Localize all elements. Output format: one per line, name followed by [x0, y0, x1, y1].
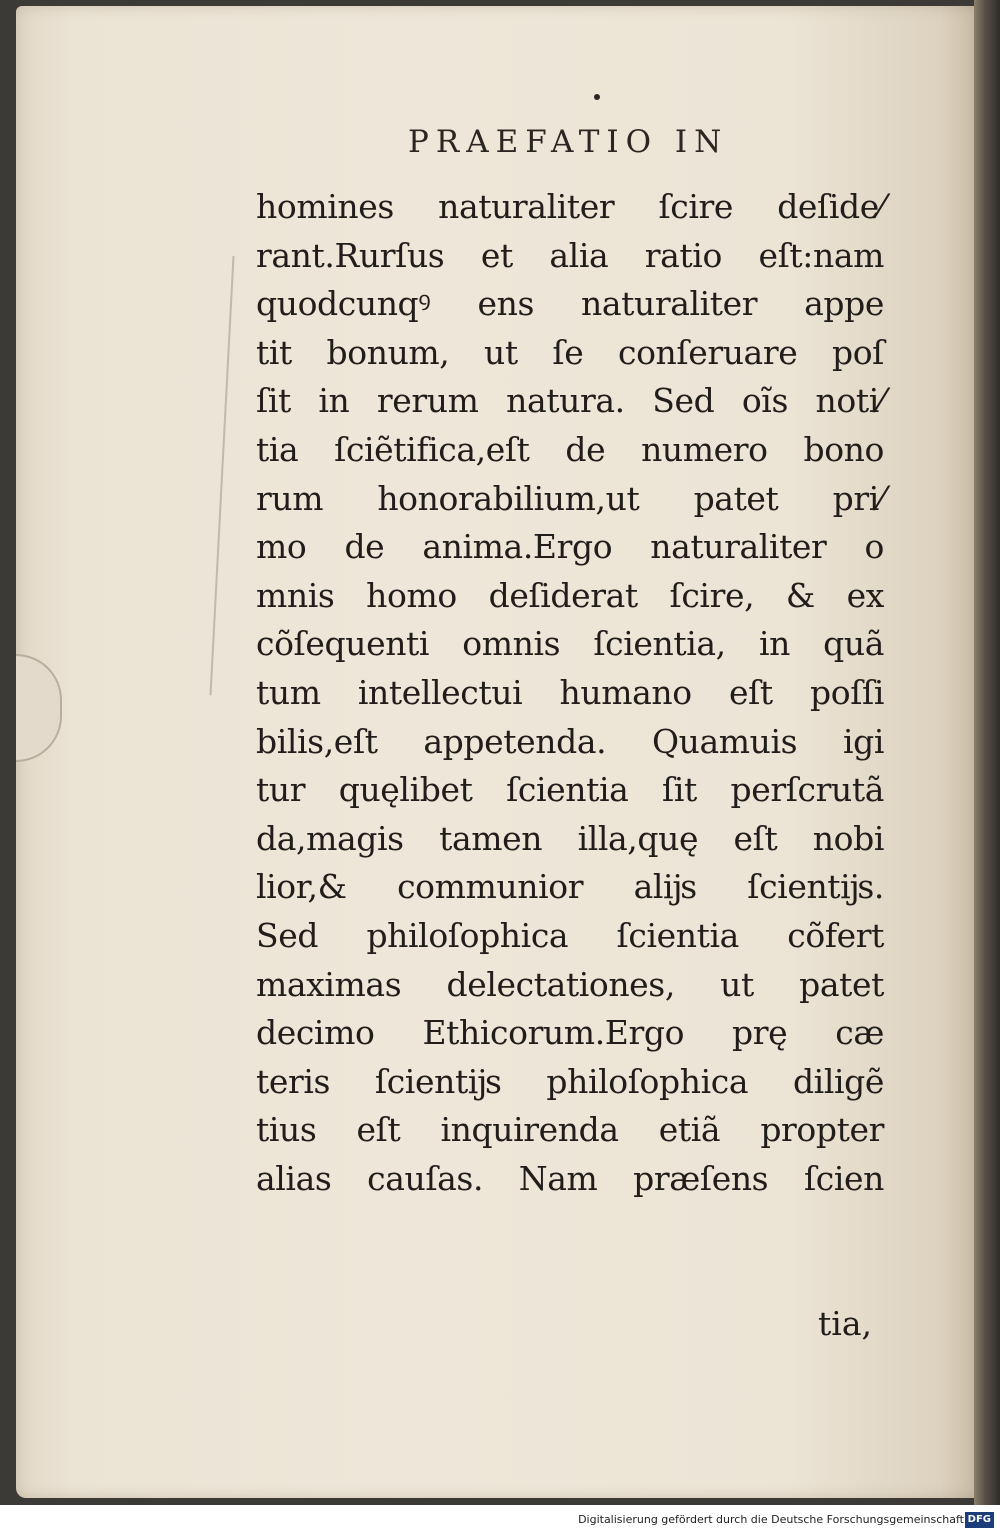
- catchword: tia,: [818, 1304, 872, 1343]
- text-line: bilis,eſt appetenda. Quamuis igi: [256, 721, 884, 761]
- text-line: teris ſcientĳs philoſophica diligẽ: [256, 1061, 884, 1101]
- text-line: mo de anima.Ergo naturaliter o: [256, 527, 884, 567]
- text-line: quodcunqꝰ ens naturaliter appe: [256, 284, 884, 324]
- footer-credit: Digitalisierung gefördert durch die Deutsche Forschungsgemeinschaft: [578, 1513, 964, 1526]
- text-line: tum intellectui humano eſt poſſi: [256, 672, 884, 712]
- dfg-logo: DFG: [965, 1512, 994, 1528]
- text-line: rant.Rurſus et alia ratio eſt:nam: [256, 235, 884, 275]
- ornament-dot: [594, 94, 600, 100]
- text-line: rum honorabilium,ut patet pri⁄: [256, 478, 884, 518]
- pencil-mark: [209, 256, 248, 696]
- text-line: cõſequenti omnis ſcientia, in quã: [256, 624, 884, 664]
- text-line: Sed philoſophica ſcientia cõfert: [256, 915, 884, 955]
- text-line: homines naturaliter ſcire deſide⁄: [256, 187, 884, 226]
- text-line: da,magis tamen illa,quę eſt nobi: [256, 818, 884, 858]
- thumb-tab-shape: [16, 654, 62, 762]
- text-line: ſit in rerum natura. Sed oı̃s noti⁄: [256, 381, 884, 421]
- text-line: tur quęlibet ſcientia ſit perſcrutã: [256, 770, 884, 810]
- text-line: tia ſciẽtifica,eſt de numero bono: [256, 429, 884, 469]
- running-head: PRAEFATIO IN: [408, 124, 729, 160]
- text-line: decimo Ethicorum.Ergo prę cæ: [256, 1013, 884, 1053]
- text-line: tius eſt inquirenda etiã propter: [256, 1110, 884, 1150]
- text-line: mnis homo deſiderat ſcire, & ex: [256, 575, 884, 615]
- book-binding-edge: [974, 0, 1000, 1505]
- text-line: alias cauſas. Nam præſens ſcien: [256, 1158, 884, 1198]
- text-line: maximas delectationes, ut patet: [256, 964, 884, 1004]
- text-block: [256, 183, 884, 1203]
- text-line: tit bonum, ut ſe conſeruare poſ: [256, 332, 884, 372]
- footer-bar: [0, 1505, 1000, 1536]
- text-line: lior,& communior alĳs ſcientĳs.: [256, 867, 884, 907]
